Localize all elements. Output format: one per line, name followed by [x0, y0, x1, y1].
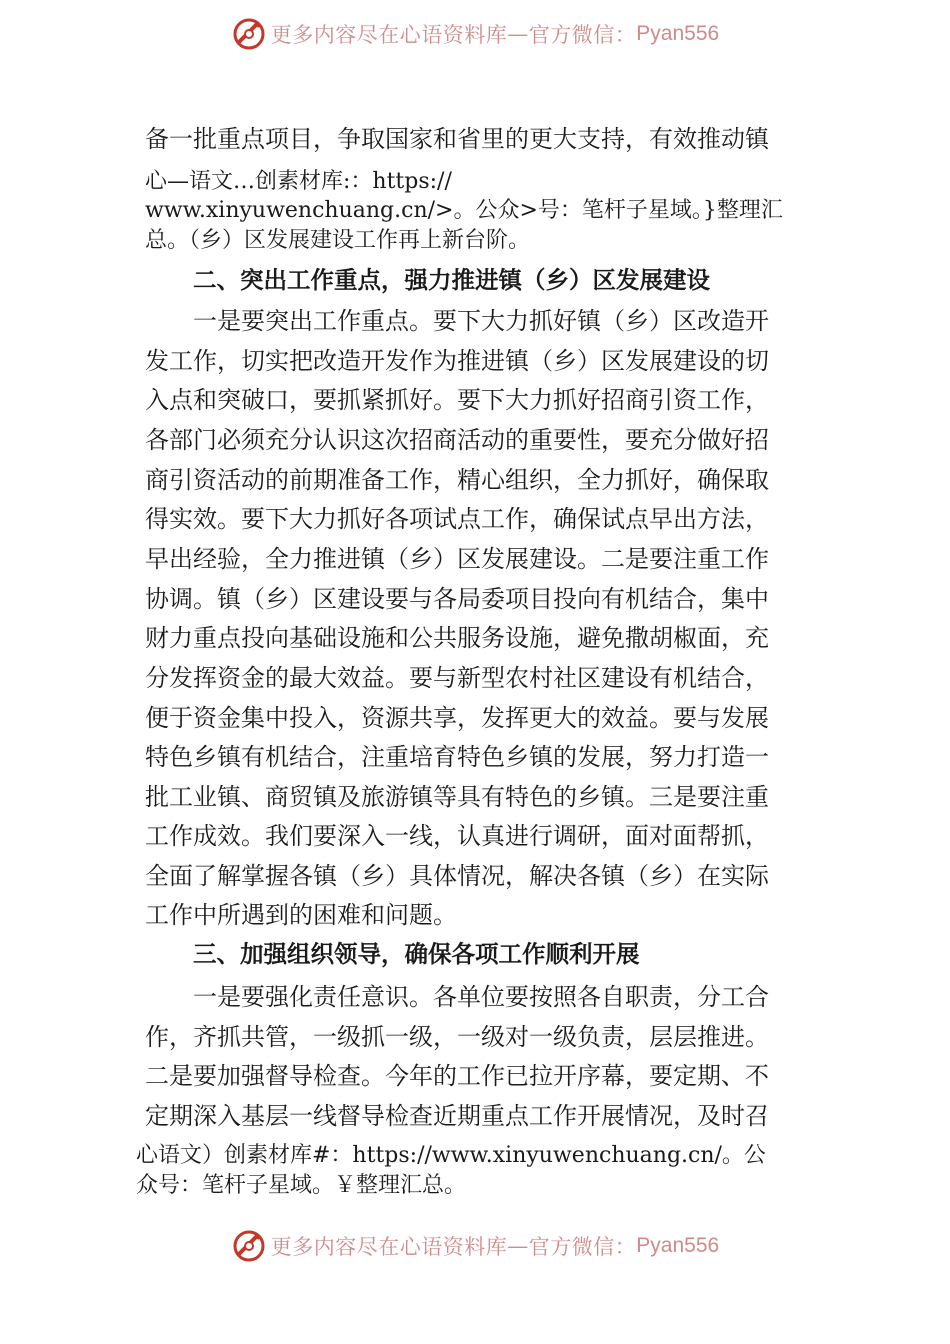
brand-logo-icon — [231, 1228, 267, 1264]
paragraph-line: 定期深入基层一线督导检查近期重点工作开展情况，及时召 — [145, 1102, 769, 1130]
section-heading-2: 二、突出工作重点，强力推进镇（乡）区发展建设 — [193, 266, 710, 294]
paragraph-line: 一是要强化责任意识。各单位要按照各自职责，分工合 — [193, 983, 769, 1011]
paragraph-line: 特色乡镇有机结合，注重培育特色乡镇的发展，努力打造一 — [145, 743, 769, 771]
paragraph-line: 分发挥资金的最大效益。要与新型农村社区建设有机结合， — [145, 664, 769, 692]
watermark-label: 官方微信： — [528, 23, 637, 47]
paragraph-line: 早出经验，全力推进镇（乡）区发展建设。二是要注重工作 — [145, 545, 769, 573]
paragraph-line: 商引资活动的前期准备工作，精心组织，全力抓好，确保取 — [145, 466, 769, 494]
watermark-account: Pyan556 — [636, 22, 720, 45]
watermark-separator: — — [507, 22, 529, 46]
watermark-separator: — — [507, 1234, 529, 1258]
paragraph-line: 协调。镇（乡）区建设要与各局委项目投向有机结合，集中 — [145, 585, 769, 613]
paragraph-line: 批工业镇、商贸镇及旅游镇等具有特色的乡镇。三是要注重 — [145, 783, 769, 811]
inserted-caption-line: 总。（乡）区发展建设工作再上新台阶。 — [145, 228, 531, 253]
inserted-caption-line: 心—语文…创素材库:：https:// — [145, 169, 452, 194]
paragraph-line: 各部门必须充分认识这次招商活动的重要性，要充分做好招 — [145, 426, 769, 454]
brand-logo-icon — [231, 16, 267, 52]
inserted-caption-line: 心语文）创素材库#：https://www.xinyuwenchuang.cn/。公 — [136, 1143, 766, 1168]
watermark-brand: 更多内容尽在心语资料库 — [270, 23, 508, 47]
paragraph-line: 二是要加强督导检查。今年的工作已拉开序幕，要定期、不 — [145, 1062, 769, 1090]
paragraph-line: 得实效。要下大力抓好各项试点工作，确保试点早出方法， — [145, 505, 769, 533]
paragraph-line: 便于资金集中投入，资源共享，发挥更大的效益。要与发展 — [145, 704, 769, 732]
inserted-caption-line: www.xinyuwenchuang.cn/>。公众>号：笔杆子星域。}整理汇 — [145, 198, 783, 223]
watermark-brand: 更多内容尽在心语资料库 — [270, 1235, 508, 1259]
paragraph-line: 备一批重点项目，争取国家和省里的更大支持，有效推动镇 — [145, 125, 769, 153]
watermark-account: Pyan556 — [636, 1234, 720, 1257]
paragraph-line: 一是要突出工作重点。要下大力抓好镇（乡）区改造开 — [193, 307, 769, 335]
section-heading-3: 三、加强组织领导，确保各项工作顺利开展 — [193, 940, 640, 968]
paragraph-line: 全面了解掌握各镇（乡）具体情况，解决各镇（乡）在实际 — [145, 862, 769, 890]
paragraph-line: 发工作，切实把改造开发作为推进镇（乡）区发展建设的切 — [145, 347, 769, 375]
inserted-caption-line: 众号：笔杆子星域。￥整理汇总。 — [136, 1173, 467, 1198]
paragraph-line: 财力重点投向基础设施和公共服务设施，避免撒胡椒面，充 — [145, 624, 769, 652]
watermark-banner-top — [0, 16, 950, 52]
paragraph-line: 工作成效。我们要深入一线，认真进行调研，面对面帮抓， — [145, 822, 769, 850]
watermark-label: 官方微信： — [528, 1235, 637, 1259]
paragraph-line: 入点和突破口，要抓紧抓好。要下大力抓好招商引资工作， — [145, 386, 769, 414]
watermark-banner-bottom — [0, 1228, 950, 1264]
paragraph-line: 工作中所遇到的困难和问题。 — [145, 901, 457, 929]
paragraph-line: 作，齐抓共管，一级抓一级，一级对一级负责，层层推进。 — [145, 1023, 769, 1051]
